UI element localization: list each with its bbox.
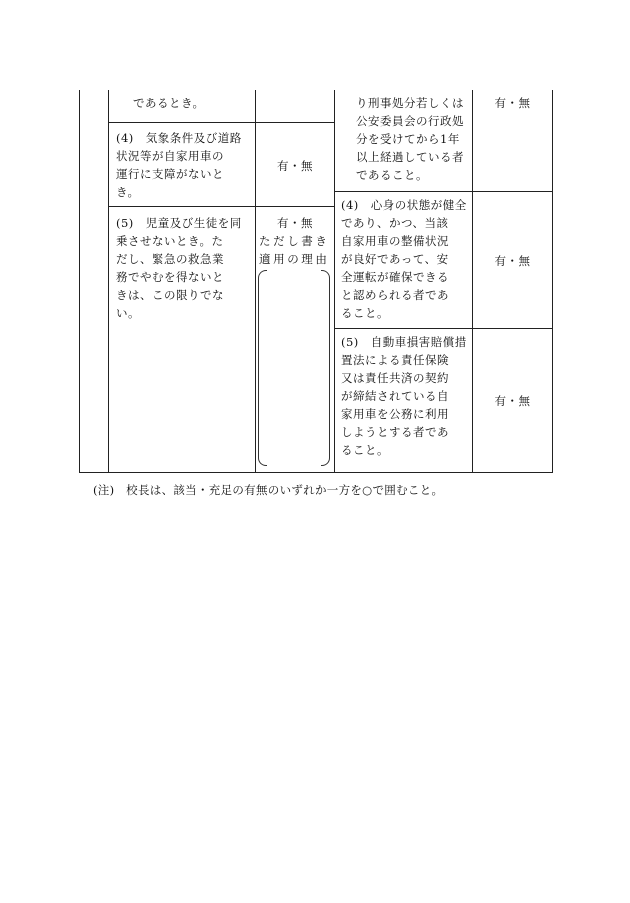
- proviso-reason-bracket-right: [321, 270, 330, 466]
- table-left-border: [79, 90, 80, 473]
- left-row5-proviso-label: ただし書き 適用の理由: [259, 234, 330, 266]
- right-row4-text: (4) 心身の状態が健全 であり、かつ、当該 自家用車の整備状況 が良好であって、安 全運転が確保できる と認められる者であ ること。: [341, 198, 467, 320]
- table-middle-border: [334, 90, 335, 473]
- left-row3-text: であるとき。: [133, 96, 205, 110]
- right-row5-status: 有・無: [494, 394, 531, 408]
- left-row4-bottom-line: [108, 206, 335, 207]
- right-status-column-border: [472, 90, 473, 473]
- right-row3-bottom-line: [334, 191, 553, 192]
- right-row3-status: 有・無: [494, 96, 531, 110]
- right-row5-text: (5) 自動車損害賠償措 置法による責任保険 又は責任共済の契約 が締結されている自 家用車を公務に利用 しようとする者であ ること。: [341, 335, 467, 457]
- proviso-reason-bracket-left: [258, 270, 267, 466]
- right-row4-bottom-line: [334, 328, 553, 329]
- left-status-column-border: [255, 90, 256, 473]
- right-row4-status: 有・無: [494, 254, 531, 268]
- table-inner-left-border: [108, 90, 109, 473]
- left-row5-status: 有・無: [277, 216, 313, 230]
- right-row3-text: り刑事処分若しくは 公安委員会の行政処 分を受けてから1年 以上経過している者 であること。: [356, 96, 464, 182]
- table-bottom-line: [79, 472, 553, 473]
- left-row3-bottom-line: [108, 122, 335, 123]
- left-row4-status: 有・無: [277, 159, 313, 173]
- left-row4-text: (4) 気象条件及び道路 状況等が自家用車の 運行に支障がないと き。: [116, 131, 242, 199]
- left-row5-text: (5) 児童及び生徒を同 乗させないとき。た だし、緊急の救急業 務でやむを得ないと きは、この限りでな い。: [116, 216, 242, 320]
- footnote: (注) 校長は、該当・充足の有無のいずれか一方を○で囲むこと。: [93, 483, 444, 497]
- table-right-border: [552, 90, 553, 473]
